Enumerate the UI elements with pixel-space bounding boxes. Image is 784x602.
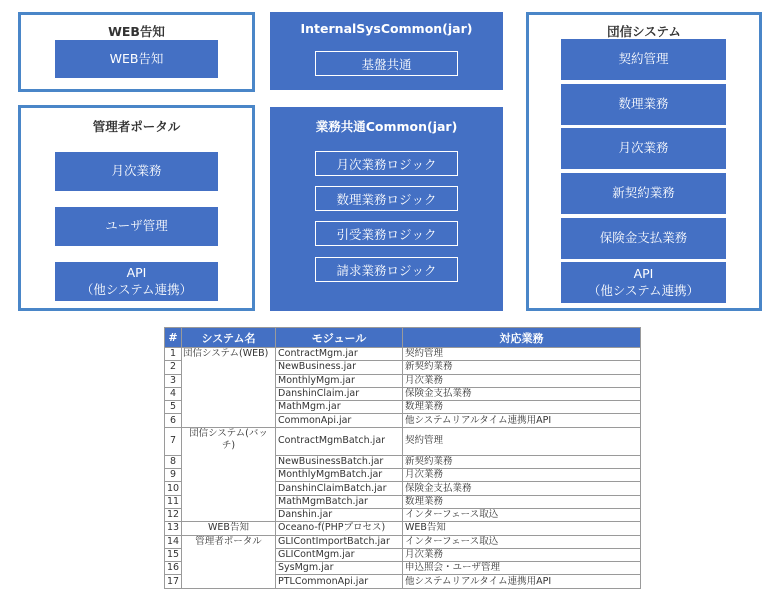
business-cell: 契約管理 — [403, 348, 641, 361]
business-cell: 月次業務 — [403, 374, 641, 387]
system-name-cell: 団信システム(WEB) — [182, 348, 276, 428]
module-cell: NewBusinessBatch.jar — [276, 455, 403, 468]
module-cell: SysMgm.jar — [276, 562, 403, 575]
business-cell: 新契約業務 — [403, 361, 641, 374]
row-number: 6 — [165, 414, 182, 427]
dankai-box-api: API （他システム連携） — [561, 262, 726, 303]
header-number: # — [165, 328, 182, 348]
business-cell: インターフェース取込 — [403, 508, 641, 521]
row-number: 14 — [165, 535, 182, 548]
logic-box-actuarial: 数理業務ロジック — [315, 186, 458, 211]
business-cell: 数理業務 — [403, 495, 641, 508]
dankai-box-contract: 契約管理 — [561, 39, 726, 80]
module-cell: PTLCommonApi.jar — [276, 575, 403, 588]
module-cell: NewBusiness.jar — [276, 361, 403, 374]
module-cell: Danshin.jar — [276, 508, 403, 521]
business-cell: WEB告知 — [403, 522, 641, 535]
logic-box-underwriting: 引受業務ロジック — [315, 221, 458, 246]
system-name-cell: 管理者ポータル — [182, 535, 276, 588]
row-number: 12 — [165, 508, 182, 521]
module-cell: DanshinClaimBatch.jar — [276, 482, 403, 495]
admin-box-monthly: 月次業務 — [55, 152, 218, 191]
system-name-cell: 団信システム(バッチ) — [182, 427, 276, 521]
logic-box-billing: 請求業務ロジック — [315, 257, 458, 282]
business-cell: 他システムリアルタイム連携用API — [403, 575, 641, 588]
table-row — [165, 427, 641, 455]
row-number: 17 — [165, 575, 182, 588]
dankai-box-claims: 保険金支払業務 — [561, 218, 726, 259]
row-number: 3 — [165, 374, 182, 387]
web-notice-panel-title: WEB告知 — [108, 24, 165, 39]
module-table — [164, 327, 641, 589]
row-number: 9 — [165, 469, 182, 482]
table-row — [165, 522, 641, 535]
business-common-panel — [270, 107, 503, 311]
dankai-system-panel — [526, 12, 762, 311]
row-number: 2 — [165, 361, 182, 374]
row-number: 5 — [165, 401, 182, 414]
module-cell: MathMgm.jar — [276, 401, 403, 414]
admin-portal-panel — [18, 105, 255, 311]
module-cell: DanshinClaim.jar — [276, 387, 403, 400]
module-cell: ContractMgmBatch.jar — [276, 427, 403, 455]
row-number: 8 — [165, 455, 182, 468]
admin-portal-title: 管理者ポータル — [92, 119, 181, 134]
dankai-box-actuarial: 数理業務 — [561, 84, 726, 125]
internal-sys-common-panel — [270, 12, 503, 90]
business-cell: 月次業務 — [403, 548, 641, 561]
row-number: 11 — [165, 495, 182, 508]
table-row — [165, 535, 641, 548]
web-notice-box: WEB告知 — [55, 40, 218, 78]
row-number: 15 — [165, 548, 182, 561]
logic-box-monthly: 月次業務ロジック — [315, 151, 458, 176]
module-cell: Oceano-f(PHPプロセス) — [276, 522, 403, 535]
module-cell: GLIContImportBatch.jar — [276, 535, 403, 548]
row-number: 10 — [165, 482, 182, 495]
business-cell: 契約管理 — [403, 427, 641, 455]
business-common-title: 業務共通Common(jar) — [315, 119, 458, 134]
dankai-box-monthly: 月次業務 — [561, 128, 726, 169]
table-header-row — [165, 328, 641, 348]
row-number: 7 — [165, 427, 182, 455]
module-cell: MonthlyMgm.jar — [276, 374, 403, 387]
module-cell: MonthlyMgmBatch.jar — [276, 469, 403, 482]
admin-box-api: API （他システム連携） — [55, 262, 218, 301]
header-business: 対応業務 — [403, 328, 641, 348]
row-number: 16 — [165, 562, 182, 575]
module-cell: CommonApi.jar — [276, 414, 403, 427]
row-number: 4 — [165, 387, 182, 400]
header-module: モジュール — [276, 328, 403, 348]
admin-box-user-mgmt: ユーザ管理 — [55, 207, 218, 246]
web-notice-panel — [18, 12, 255, 92]
module-cell: GLIContMgm.jar — [276, 548, 403, 561]
business-cell: 申込照会・ユーザ管理 — [403, 562, 641, 575]
header-system-name: システム名 — [182, 328, 276, 348]
business-cell: 他システムリアルタイム連携用API — [403, 414, 641, 427]
dankai-box-new-contract: 新契約業務 — [561, 173, 726, 214]
table-row — [165, 348, 641, 361]
internal-sys-common-title: InternalSysCommon(jar) — [300, 21, 473, 36]
business-cell: 新契約業務 — [403, 455, 641, 468]
business-cell: 保険金支払業務 — [403, 387, 641, 400]
row-number: 13 — [165, 522, 182, 535]
base-common-box: 基盤共通 — [315, 51, 458, 76]
module-cell: ContractMgm.jar — [276, 348, 403, 361]
module-cell: MathMgmBatch.jar — [276, 495, 403, 508]
business-cell: 月次業務 — [403, 469, 641, 482]
business-cell: 数理業務 — [403, 401, 641, 414]
system-name-cell: WEB告知 — [182, 522, 276, 535]
dankai-system-title: 団信システム — [607, 24, 681, 39]
business-cell: 保険金支払業務 — [403, 482, 641, 495]
business-cell: インターフェース取込 — [403, 535, 641, 548]
row-number: 1 — [165, 348, 182, 361]
